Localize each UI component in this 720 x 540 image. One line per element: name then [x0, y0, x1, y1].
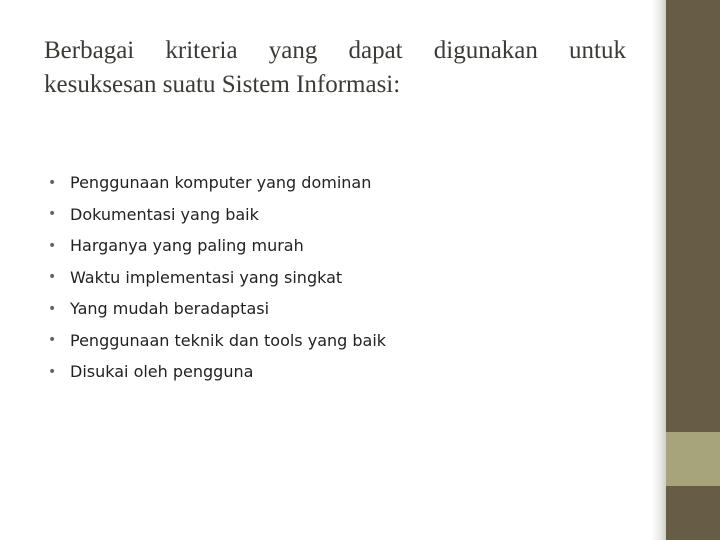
list-item-text: Dokumentasi yang baik — [70, 204, 259, 224]
bullet-icon: • — [48, 206, 57, 223]
list-item-text: Harganya yang paling murah — [70, 236, 304, 256]
list-item-text: Yang mudah beradaptasi — [70, 299, 270, 319]
criteria-list — [48, 167, 386, 388]
list-item — [48, 199, 386, 231]
list-item-text: Penggunaan komputer yang dominan — [70, 173, 372, 193]
bullet-icon: • — [48, 237, 57, 254]
list-item-text: Waktu implementasi yang singkat — [70, 267, 343, 287]
side-bar-bottom — [666, 486, 720, 540]
list-item — [48, 262, 386, 294]
side-bar-top — [666, 0, 720, 432]
slide-title — [44, 34, 626, 102]
list-item-text: Disukai oleh pengguna — [70, 362, 254, 382]
bullet-icon: • — [48, 174, 57, 191]
slide-title-line-2: kesuksesan suatu Sistem Informasi: — [44, 71, 401, 98]
list-item — [48, 325, 386, 357]
bullet-icon: • — [48, 332, 57, 349]
list-item — [48, 293, 386, 325]
slide-title-line-1: Berbagai kriteria yang dapat digunakan untuk — [44, 37, 626, 64]
list-item — [48, 356, 386, 388]
list-item-text: Penggunaan teknik dan tools yang baik — [70, 330, 387, 350]
slide-edge-shadow — [652, 0, 666, 540]
list-item — [48, 230, 386, 262]
list-item — [48, 167, 386, 199]
side-bar-accent — [666, 432, 720, 486]
bullet-icon: • — [48, 269, 57, 286]
bullet-icon: • — [48, 300, 57, 317]
bullet-icon: • — [48, 363, 57, 380]
